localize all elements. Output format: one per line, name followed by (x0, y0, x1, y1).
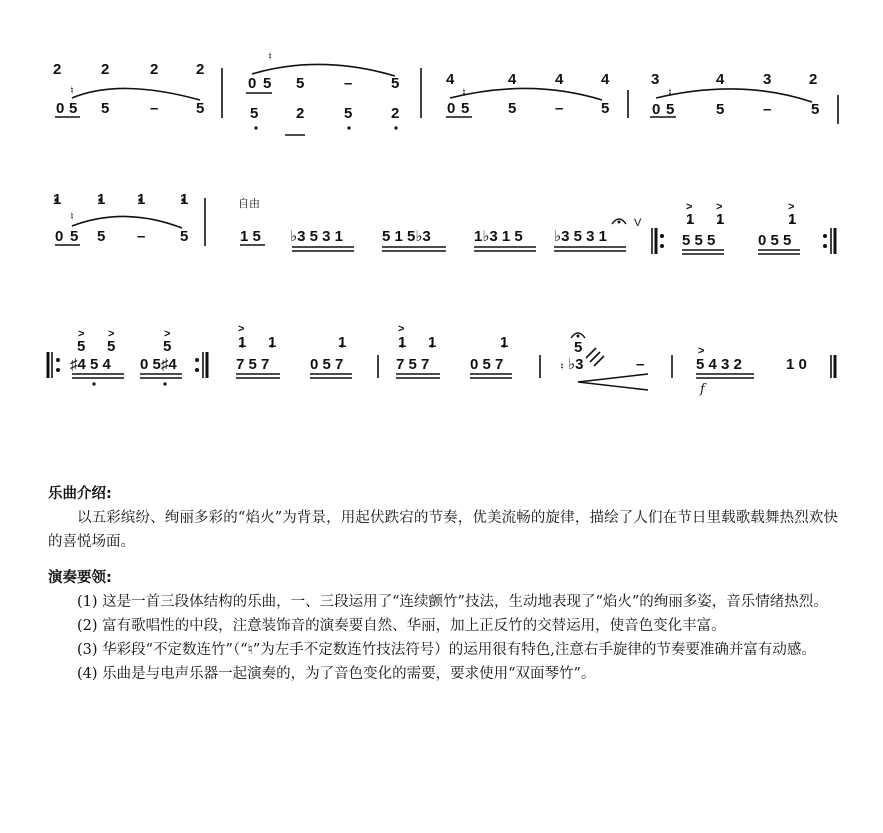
accent-mark: > (788, 201, 795, 213)
r1m1-bottom: 5 (69, 100, 78, 117)
free-group: 1♭3 1 5 (474, 228, 523, 245)
r1m1-top: 2 (101, 61, 110, 78)
r1m2-bottom: 5 (344, 105, 353, 122)
r2m1-bottom: 0 (55, 228, 64, 245)
free-group: 5 1 5♭3 (382, 228, 431, 245)
final-group: 1 0 (786, 356, 807, 373)
r1m3-bottom: – (555, 100, 564, 117)
dash: – (636, 356, 645, 373)
high-note: 1 (788, 211, 797, 228)
free-group: 1 5 (240, 228, 261, 245)
intro-text: 以五彩缤纷、绚丽多彩的“焰火”为背景，用起伏跌宕的节奏，优美流畅的旋律，描绘了人们在节日里载歌载舞热烈欢快的喜悦场面。 (48, 510, 838, 550)
r1m4-bottom: 5 (716, 101, 725, 118)
tremolo-high-note: 5 (574, 339, 583, 356)
accent-mark: > (686, 201, 693, 213)
r1m3-bottom: 5 (601, 100, 610, 117)
r1m2-top: 0 (248, 75, 257, 92)
free-group: ♭3 5 3 1 (554, 228, 607, 245)
row3-group: 0 5 7 (470, 356, 504, 373)
grace-mark: ♮ (268, 51, 272, 63)
high-note: 1 (338, 334, 347, 351)
high-note: 1 (268, 334, 277, 351)
r2m1-top: 1 (53, 191, 62, 208)
r1m1-top: 2 (196, 61, 205, 78)
high-note: 1 (716, 211, 725, 228)
r1m4-bottom: – (763, 101, 772, 118)
accent-mark: > (108, 328, 115, 340)
r1m1-bottom: 0 (56, 100, 65, 117)
accent-mark: > (238, 323, 245, 335)
repeat-group: 5 5 5 (682, 232, 716, 249)
r2m1-bottom: 5 (70, 228, 79, 245)
r2m1-bottom: – (137, 228, 146, 245)
dynamic-forte: f (700, 382, 705, 397)
row3-group: 7 5 7 (236, 356, 270, 373)
row3-group: 0 5 7 (310, 356, 344, 373)
intro-heading: 乐曲介绍: (48, 486, 112, 502)
high-note: 5 (77, 338, 86, 355)
natural-mark: ♮ (560, 361, 564, 373)
tips-heading: 演奏要领: (48, 570, 112, 586)
breath-mark: V (634, 217, 642, 229)
high-note: 5 (163, 338, 172, 355)
accent-mark: > (698, 345, 705, 357)
tremolo-note: ♭3 (568, 356, 584, 373)
high-note: 5 (107, 338, 116, 355)
accent-mark: > (716, 201, 723, 213)
r1m4-bottom: 0 (652, 101, 661, 118)
free-tempo-label: 自由 (238, 197, 260, 210)
r1m3-top: 4 (508, 71, 517, 88)
r2m1-top: 1 (137, 191, 146, 208)
r2m1-bottom: 5 (97, 228, 106, 245)
r1m4-bottom: 5 (811, 101, 820, 118)
r1m1-top: 2 (53, 61, 62, 78)
grace-mark: ♮ (70, 85, 74, 97)
r1m4-top: 2 (809, 71, 818, 88)
r1m1-bottom: – (150, 100, 159, 117)
row3-group: ♯4 5 4 (70, 356, 111, 373)
r1m2-top: – (344, 75, 353, 92)
description-section (48, 482, 838, 686)
high-note: 1 (398, 334, 407, 351)
r1m1-bottom: 5 (101, 100, 110, 117)
high-note: 1 (428, 334, 437, 351)
r1m2-top: 5 (296, 75, 305, 92)
tip-item: (1) 这是一首三段体结构的乐曲，一、三段运用了“连续颤竹”技法，生动地表现了“焰火”的绚丽多姿，音乐情绪热烈。 (77, 594, 828, 610)
r1m1-top: 2 (150, 61, 159, 78)
r1m1-bottom: 5 (196, 100, 205, 117)
r1m3-bottom: 5 (508, 100, 517, 117)
tip-item: (3) 华彩段“不定数连竹”（“♮”为左手不定数连竹技法符号）的运用很有特色,注意右手旋律的节奏要准确并富有动感。 (77, 642, 816, 658)
tip-item: (2) 富有歌唱性的中段，注意装饰音的演奏要自然、华丽，加上正反竹的交替运用，使音色变化丰富。 (77, 618, 726, 634)
row3-group: 0 5♯4 (140, 356, 177, 373)
r2m1-top: 1 (97, 191, 106, 208)
r1m3-bottom: 5 (461, 100, 470, 117)
high-note: 1 (686, 211, 695, 228)
r1m4-top: 3 (763, 71, 772, 88)
accent-mark: > (398, 323, 405, 335)
free-group: ♭3 5 3 1 (290, 228, 343, 245)
r1m2-top: 5 (263, 75, 272, 92)
grace-mark: ♮ (70, 211, 74, 223)
r1m2-bottom: 2 (296, 105, 305, 122)
r1m4-top: 4 (716, 71, 725, 88)
grace-mark: ♮ (668, 87, 672, 99)
final-group: 5 4 3 2 (696, 356, 742, 373)
accent-mark: > (78, 328, 85, 340)
r2m1-bottom: 5 (180, 228, 189, 245)
high-note: 1 (238, 334, 247, 351)
r1m3-top: 4 (601, 71, 610, 88)
r1m4-bottom: 5 (666, 101, 675, 118)
high-note: 1 (500, 334, 509, 351)
r1m2-top: 5 (391, 75, 400, 92)
row3-group: 7 5 7 (396, 356, 430, 373)
r1m2-bottom: 2 (391, 105, 400, 122)
r1m3-top: 4 (555, 71, 564, 88)
r2m1-top: 1 (180, 191, 189, 208)
r1m3-top: 4 (446, 71, 455, 88)
accent-mark: > (164, 328, 171, 340)
r1m3-bottom: 0 (447, 100, 456, 117)
grace-mark: ♮ (462, 87, 466, 99)
tip-item: (4) 乐曲是与电声乐器一起演奏的，为了音色变化的需要，要求使用“双面琴竹”。 (77, 666, 596, 682)
repeat-group: 0 5 5 (758, 232, 792, 249)
r1m2-bottom: 5 (250, 105, 259, 122)
r1m4-top: 3 (651, 71, 660, 88)
